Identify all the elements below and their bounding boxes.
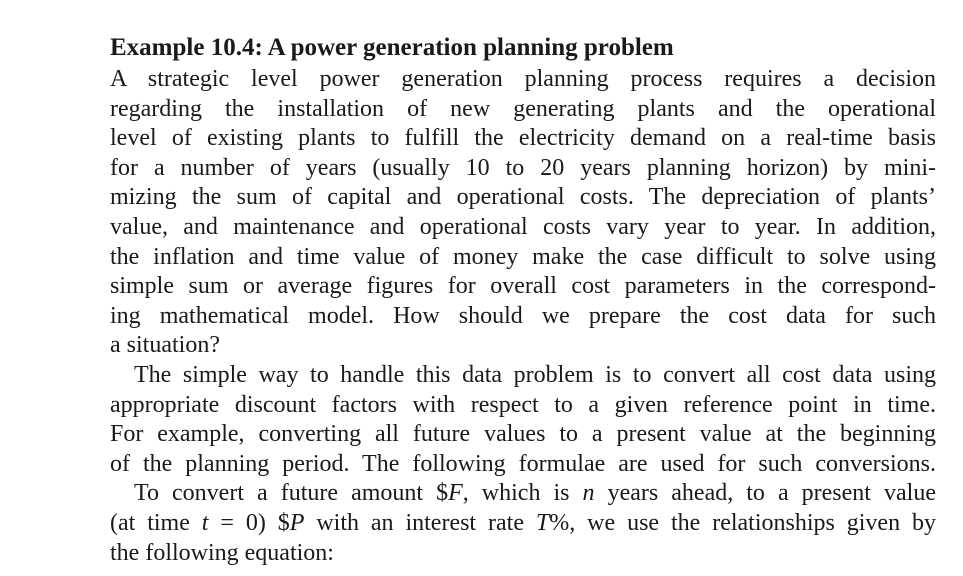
text-line: level of existing plants to fulfill the electricity demand on a real-time basis [110, 125, 936, 152]
math-variable-interest-rate: T [535, 509, 550, 536]
example-title: Example 10.4: A power generation planning problem [110, 34, 674, 61]
text-segment: (at time [110, 509, 202, 536]
text-segment: %, we use the relationships given by [549, 509, 936, 536]
text-line [110, 509, 936, 539]
text-segment: with an interest rate [304, 509, 536, 536]
text-line: value, and maintenance and operational costs vary year to year. In addition, [110, 213, 936, 240]
text-line: the following equation: [110, 539, 334, 566]
text-segment: , which is [462, 480, 583, 507]
text-line: regarding the installation of new generating plants and the operational [110, 95, 936, 122]
math-variable-t: t [201, 509, 209, 536]
text-segment: years ahead, to a present value [594, 480, 936, 507]
text-line: ing mathematical model. How should we prepare the cost data for such [110, 302, 936, 329]
text-line: For example, converting all future values to a present value at the beginning [110, 421, 936, 448]
text-line: The simple way to handle this data problem is to convert all cost data using [134, 361, 936, 388]
paragraph-3 [110, 479, 936, 568]
text-line: A strategic level power generation planning process requires a decision [110, 66, 936, 92]
paragraph-1 [110, 65, 936, 361]
math-variable-n: n [582, 480, 595, 507]
text-segment: = 0) $ [208, 509, 290, 536]
text-line [110, 479, 936, 509]
text-line: for a number of years (usually 10 to 20 years planning horizon) by mini- [110, 154, 936, 181]
text-line: a situation? [110, 332, 220, 359]
text-line: appropriate discount factors with respect to a given reference point in time. [110, 391, 936, 418]
math-variable-f: F [448, 480, 463, 507]
text-line: mizing the sum of capital and operational costs. The depreciation of plants’ [110, 184, 936, 211]
example-section [110, 30, 936, 568]
math-variable-p: P [289, 509, 305, 536]
paragraph-2 [110, 361, 936, 479]
text-line: the inflation and time value of money make the case difficult to solve using [110, 243, 936, 270]
text-line: simple sum or average figures for overall cost parameters in the correspond- [110, 273, 936, 300]
text-segment: To convert a future amount $ [134, 480, 449, 507]
text-line: of the planning period. The following formulae are used for such conversions. [110, 450, 936, 477]
